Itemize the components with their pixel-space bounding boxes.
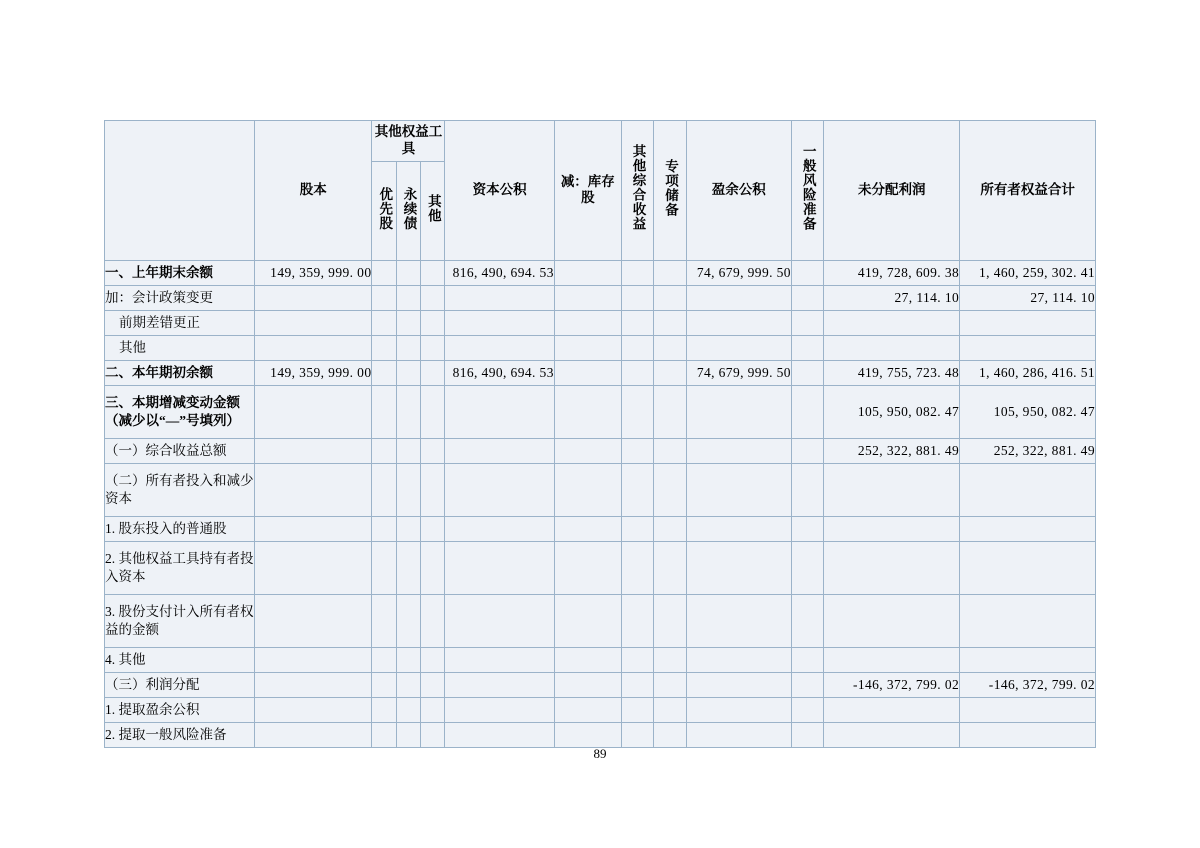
header-other-instrument-text: 其他	[425, 193, 441, 223]
row-value	[654, 285, 686, 310]
row-value	[791, 672, 823, 697]
header-other-instrument	[421, 161, 445, 260]
row-value	[791, 385, 823, 438]
row-value	[824, 463, 960, 516]
row-value: 74, 679, 999. 50	[686, 260, 791, 285]
row-value	[621, 438, 653, 463]
table-row	[105, 516, 1096, 541]
row-value: -146, 372, 799. 02	[824, 672, 960, 697]
row-value	[372, 438, 396, 463]
row-value	[791, 516, 823, 541]
row-value	[554, 672, 621, 697]
row-value	[421, 516, 445, 541]
row-value	[654, 310, 686, 335]
row-value	[554, 360, 621, 385]
row-value	[372, 335, 396, 360]
row-value	[445, 722, 554, 747]
row-value	[791, 360, 823, 385]
row-value	[960, 463, 1096, 516]
row-value	[372, 385, 396, 438]
row-label: 4. 其他	[105, 647, 255, 672]
row-value	[421, 463, 445, 516]
row-value: 816, 490, 694. 53	[445, 360, 554, 385]
row-value	[791, 594, 823, 647]
row-value	[396, 647, 420, 672]
row-value	[372, 541, 396, 594]
row-value	[654, 516, 686, 541]
row-value	[445, 285, 554, 310]
header-other-comprehensive-income	[621, 121, 653, 261]
header-perpetual-text: 永续债	[401, 186, 417, 231]
row-value	[445, 385, 554, 438]
table-row	[105, 438, 1096, 463]
row-value	[654, 335, 686, 360]
row-label: （一）综合收益总额	[105, 438, 255, 463]
row-value	[254, 722, 372, 747]
header-general-risk-reserve	[791, 121, 823, 261]
row-value	[791, 310, 823, 335]
row-value	[621, 672, 653, 697]
row-value	[960, 594, 1096, 647]
row-value	[554, 438, 621, 463]
row-value	[396, 438, 420, 463]
row-value	[372, 260, 396, 285]
row-value	[960, 516, 1096, 541]
row-value	[372, 360, 396, 385]
row-value	[254, 647, 372, 672]
row-value	[960, 647, 1096, 672]
row-value	[654, 260, 686, 285]
row-value	[654, 647, 686, 672]
row-value	[372, 722, 396, 747]
header-preferred-text: 优先股	[377, 186, 393, 231]
row-value	[396, 310, 420, 335]
row-value	[654, 541, 686, 594]
table-row	[105, 335, 1096, 360]
row-value	[554, 647, 621, 672]
row-value	[445, 594, 554, 647]
row-value	[396, 541, 420, 594]
row-value	[396, 385, 420, 438]
row-label: （二）所有者投入和减少资本	[105, 463, 255, 516]
row-value	[372, 594, 396, 647]
row-value	[654, 722, 686, 747]
table-body	[105, 260, 1096, 747]
row-value	[654, 360, 686, 385]
row-value	[396, 335, 420, 360]
row-label: 1. 提取盈余公积	[105, 697, 255, 722]
table-row	[105, 385, 1096, 438]
row-value	[654, 463, 686, 516]
row-value	[554, 310, 621, 335]
row-value	[254, 516, 372, 541]
row-value: 419, 728, 609. 38	[824, 260, 960, 285]
row-label: 3. 股份支付计入所有者权益的金额	[105, 594, 255, 647]
row-value	[621, 385, 653, 438]
table-row	[105, 285, 1096, 310]
row-value	[621, 541, 653, 594]
header-row-label-blank	[105, 121, 255, 261]
row-value	[791, 541, 823, 594]
row-value	[372, 463, 396, 516]
row-value	[372, 647, 396, 672]
row-value	[791, 335, 823, 360]
row-value	[686, 285, 791, 310]
header-oci-text: 其他综合收益	[630, 144, 646, 232]
row-value	[686, 541, 791, 594]
row-value	[791, 647, 823, 672]
row-value	[686, 722, 791, 747]
row-value	[554, 463, 621, 516]
row-label: 1. 股东投入的普通股	[105, 516, 255, 541]
row-value	[791, 260, 823, 285]
row-value	[960, 335, 1096, 360]
row-value	[686, 463, 791, 516]
row-value: 105, 950, 082. 47	[824, 385, 960, 438]
row-value	[445, 438, 554, 463]
row-value	[421, 335, 445, 360]
row-value	[445, 335, 554, 360]
financial-table	[104, 120, 1096, 748]
row-value: 1, 460, 286, 416. 51	[960, 360, 1096, 385]
row-value	[621, 463, 653, 516]
row-value	[254, 310, 372, 335]
row-value	[554, 516, 621, 541]
header-surplus-reserve: 盈余公积	[686, 121, 791, 261]
row-label: 2. 其他权益工具持有者投入资本	[105, 541, 255, 594]
header-treasury-stock: 减：库存股	[554, 121, 621, 261]
row-value	[686, 594, 791, 647]
row-value: 252, 322, 881. 49	[960, 438, 1096, 463]
row-value	[372, 285, 396, 310]
row-value	[396, 260, 420, 285]
header-preferred-stock	[372, 161, 396, 260]
row-value: 149, 359, 999. 00	[254, 360, 372, 385]
row-value	[621, 360, 653, 385]
row-value	[554, 722, 621, 747]
row-value	[621, 310, 653, 335]
row-value	[824, 594, 960, 647]
row-value	[686, 697, 791, 722]
row-label: 加：会计政策变更	[105, 285, 255, 310]
header-perpetual-bond	[396, 161, 420, 260]
row-value	[824, 541, 960, 594]
row-value	[396, 672, 420, 697]
row-value	[254, 285, 372, 310]
row-value	[372, 516, 396, 541]
header-special-reserve-text: 专项储备	[662, 158, 678, 217]
row-label: 2. 提取一般风险准备	[105, 722, 255, 747]
row-value	[254, 463, 372, 516]
row-value	[396, 463, 420, 516]
row-value	[421, 310, 445, 335]
row-value	[621, 594, 653, 647]
row-value	[791, 463, 823, 516]
table-row	[105, 594, 1096, 647]
row-value: -146, 372, 799. 02	[960, 672, 1096, 697]
row-value: 252, 322, 881. 49	[824, 438, 960, 463]
row-value	[445, 672, 554, 697]
row-value	[824, 697, 960, 722]
row-value	[421, 285, 445, 310]
row-value	[621, 335, 653, 360]
row-value	[686, 310, 791, 335]
row-value: 419, 755, 723. 48	[824, 360, 960, 385]
row-label: 一、上年期末余额	[105, 260, 255, 285]
row-value	[654, 385, 686, 438]
header-general-risk-text: 一般风险准备	[800, 144, 816, 232]
row-value	[396, 360, 420, 385]
row-value: 27, 114. 10	[960, 285, 1096, 310]
row-value	[421, 722, 445, 747]
row-value	[621, 647, 653, 672]
table-row	[105, 672, 1096, 697]
table-row	[105, 260, 1096, 285]
row-value	[421, 647, 445, 672]
row-value	[686, 438, 791, 463]
row-value	[824, 335, 960, 360]
row-value	[621, 260, 653, 285]
table-row	[105, 697, 1096, 722]
row-value	[960, 310, 1096, 335]
row-label: 其他	[105, 335, 255, 360]
row-value	[396, 722, 420, 747]
table-row	[105, 541, 1096, 594]
row-value	[554, 594, 621, 647]
row-value	[554, 260, 621, 285]
row-value	[960, 541, 1096, 594]
row-value	[445, 647, 554, 672]
row-value	[654, 594, 686, 647]
row-value	[254, 438, 372, 463]
row-value: 816, 490, 694. 53	[445, 260, 554, 285]
row-value	[554, 541, 621, 594]
table-row	[105, 647, 1096, 672]
row-value	[686, 647, 791, 672]
row-value	[791, 722, 823, 747]
row-value	[421, 541, 445, 594]
row-label: 三、本期增减变动金额（减少以“—”号填列）	[105, 385, 255, 438]
row-value	[396, 697, 420, 722]
row-value	[254, 697, 372, 722]
table-header-row-group	[105, 121, 1096, 162]
header-share-capital: 股本	[254, 121, 372, 261]
header-undistributed-profit: 未分配利润	[824, 121, 960, 261]
row-value	[396, 516, 420, 541]
row-value	[824, 310, 960, 335]
row-value	[445, 697, 554, 722]
row-label: 二、本年期初余额	[105, 360, 255, 385]
row-value	[445, 516, 554, 541]
row-value: 1, 460, 259, 302. 41	[960, 260, 1096, 285]
row-value	[372, 697, 396, 722]
row-value	[824, 516, 960, 541]
row-value	[254, 335, 372, 360]
row-value: 105, 950, 082. 47	[960, 385, 1096, 438]
row-value	[554, 697, 621, 722]
statement-of-changes-in-equity-table	[104, 120, 1096, 748]
row-value	[554, 385, 621, 438]
row-value	[824, 647, 960, 672]
row-value	[372, 672, 396, 697]
row-value	[686, 335, 791, 360]
table-row	[105, 360, 1096, 385]
table-row	[105, 310, 1096, 335]
row-value: 74, 679, 999. 50	[686, 360, 791, 385]
page-number: 89	[593, 746, 607, 761]
row-value	[421, 594, 445, 647]
row-value	[396, 285, 420, 310]
row-value	[421, 260, 445, 285]
row-value	[396, 594, 420, 647]
row-value	[421, 360, 445, 385]
row-value	[654, 438, 686, 463]
row-value	[554, 335, 621, 360]
row-label: 前期差错更正	[105, 310, 255, 335]
row-value	[554, 285, 621, 310]
row-value	[445, 541, 554, 594]
row-label: （三）利润分配	[105, 672, 255, 697]
row-value	[621, 516, 653, 541]
header-group-other-equity-instruments: 其他权益工具	[372, 121, 445, 162]
row-value	[254, 541, 372, 594]
row-value	[791, 285, 823, 310]
row-value	[791, 697, 823, 722]
row-value	[421, 438, 445, 463]
row-value	[960, 722, 1096, 747]
row-value	[686, 672, 791, 697]
row-value	[421, 385, 445, 438]
row-value: 27, 114. 10	[824, 285, 960, 310]
row-value	[445, 463, 554, 516]
row-value	[654, 697, 686, 722]
row-value	[254, 672, 372, 697]
row-value	[621, 722, 653, 747]
row-value	[254, 385, 372, 438]
row-value	[791, 438, 823, 463]
row-value	[421, 697, 445, 722]
table-row	[105, 722, 1096, 747]
row-value	[621, 285, 653, 310]
row-value	[372, 310, 396, 335]
row-value	[421, 672, 445, 697]
row-value	[824, 722, 960, 747]
header-total-owners-equity: 所有者权益合计	[960, 121, 1096, 261]
header-special-reserve	[654, 121, 686, 261]
header-capital-reserve: 资本公积	[445, 121, 554, 261]
row-value	[960, 697, 1096, 722]
row-value	[445, 310, 554, 335]
table-row	[105, 463, 1096, 516]
row-value	[254, 594, 372, 647]
row-value: 149, 359, 999. 00	[254, 260, 372, 285]
row-value	[686, 385, 791, 438]
row-value	[686, 516, 791, 541]
row-value	[621, 697, 653, 722]
row-value	[654, 672, 686, 697]
